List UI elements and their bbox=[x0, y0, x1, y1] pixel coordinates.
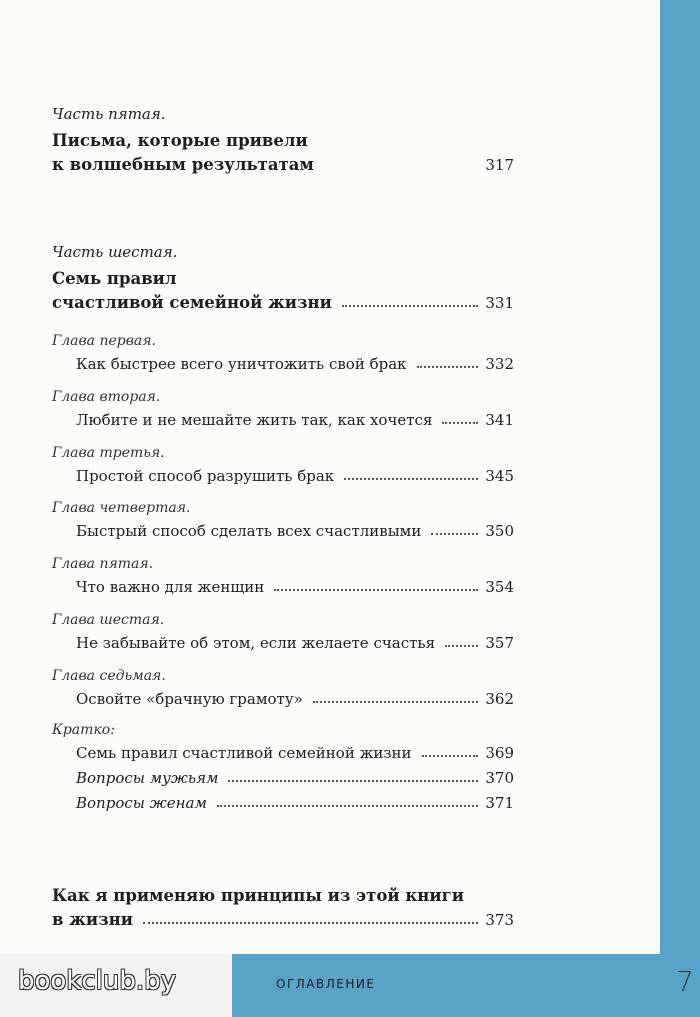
closing-title-line2: в жизни bbox=[52, 910, 133, 929]
toc-entry-summary-1[interactable] bbox=[76, 744, 514, 762]
dot-leader bbox=[422, 755, 478, 757]
summary-title: Семь правил счастливой семейной жизни bbox=[76, 744, 412, 762]
chapter-3-label: Глава третья. bbox=[52, 445, 165, 461]
page-number: 357 bbox=[485, 634, 514, 652]
toc-entry-closing[interactable] bbox=[52, 910, 514, 929]
dot-leader bbox=[344, 478, 478, 480]
page-number: 332 bbox=[485, 355, 514, 373]
part5-title-line1: Письма, которые привели bbox=[52, 131, 308, 150]
summary-label: Кратко: bbox=[52, 722, 115, 738]
toc-entry-chapter-7[interactable] bbox=[76, 690, 514, 708]
dot-leader bbox=[417, 366, 478, 368]
dot-leader bbox=[228, 780, 478, 782]
dot-leader bbox=[217, 805, 478, 807]
summary-title: Вопросы женам bbox=[76, 794, 207, 812]
dot-leader bbox=[445, 645, 478, 647]
part6-title-line2: счастливой семейной жизни bbox=[52, 293, 332, 312]
dot-leader bbox=[442, 422, 478, 424]
part5-label: Часть пятая. bbox=[52, 105, 166, 123]
page-number: 317 bbox=[485, 156, 514, 174]
chapter-title: Что важно для женщин bbox=[76, 578, 265, 596]
chapter-1-label: Глава первая. bbox=[52, 333, 156, 349]
chapter-7-label: Глава седьмая. bbox=[52, 668, 166, 684]
chapter-title: Не забывайте об этом, если желаете счастья bbox=[76, 634, 436, 652]
page-number: 345 bbox=[485, 467, 514, 485]
watermark: bookclub.by bbox=[18, 966, 177, 996]
page-number: 341 bbox=[485, 411, 514, 429]
page-number: 354 bbox=[485, 578, 514, 596]
page-number: 373 bbox=[485, 911, 514, 929]
toc-entry-summary-2[interactable] bbox=[76, 769, 514, 787]
page-number: 350 bbox=[485, 522, 514, 540]
toc-entry-chapter-4[interactable] bbox=[76, 522, 514, 540]
part6-label: Часть шестая. bbox=[52, 243, 178, 261]
dot-leader bbox=[143, 922, 478, 924]
dot-leader bbox=[313, 701, 478, 703]
page-sheet-right bbox=[453, 56, 660, 954]
page-number: 331 bbox=[485, 294, 514, 312]
chapter-title: Освойте «брачную грамоту» bbox=[76, 690, 303, 708]
toc-entry-chapter-1[interactable] bbox=[76, 355, 514, 373]
chapter-2-label: Глава вторая. bbox=[52, 389, 161, 405]
footer-page-number: 7 bbox=[676, 965, 694, 998]
closing-title-line1: Как я применяю принципы из этой книги bbox=[52, 886, 464, 905]
page-number: 370 bbox=[485, 769, 514, 787]
toc-entry-part6[interactable] bbox=[52, 293, 514, 312]
toc-entry-chapter-5[interactable] bbox=[76, 578, 514, 596]
chapter-title: Любите и не мешайте жить так, как хочется bbox=[76, 411, 433, 429]
dot-leader bbox=[274, 589, 478, 591]
page-number: 369 bbox=[485, 744, 514, 762]
part6-title-line1: Семь правил bbox=[52, 269, 177, 288]
toc-entry-chapter-6[interactable] bbox=[76, 634, 514, 652]
chapter-title: Простой способ разрушить брак bbox=[76, 467, 335, 485]
chapter-5-label: Глава пятая. bbox=[52, 556, 154, 572]
dot-leader bbox=[342, 305, 478, 307]
toc-entry-part5[interactable] bbox=[52, 155, 514, 174]
chapter-title: Быстрый способ сделать всех счастливыми bbox=[76, 522, 422, 540]
toc-entry-summary-3[interactable] bbox=[76, 794, 514, 812]
chapter-title: Как быстрее всего уничтожить свой брак bbox=[76, 355, 407, 373]
accent-band-right bbox=[660, 0, 700, 960]
chapter-6-label: Глава шестая. bbox=[52, 612, 165, 628]
toc-entry-chapter-2[interactable] bbox=[76, 411, 514, 429]
page-number: 371 bbox=[485, 794, 514, 812]
chapter-4-label: Глава четвертая. bbox=[52, 500, 191, 516]
page-number: 362 bbox=[485, 690, 514, 708]
summary-title: Вопросы мужьям bbox=[76, 769, 219, 787]
toc-entry-chapter-3[interactable] bbox=[76, 467, 514, 485]
footer-section-label: ОГЛАВЛЕНИЕ bbox=[276, 977, 376, 991]
dot-leader bbox=[431, 533, 478, 535]
part5-title-line2: к волшебным результатам bbox=[52, 155, 314, 174]
